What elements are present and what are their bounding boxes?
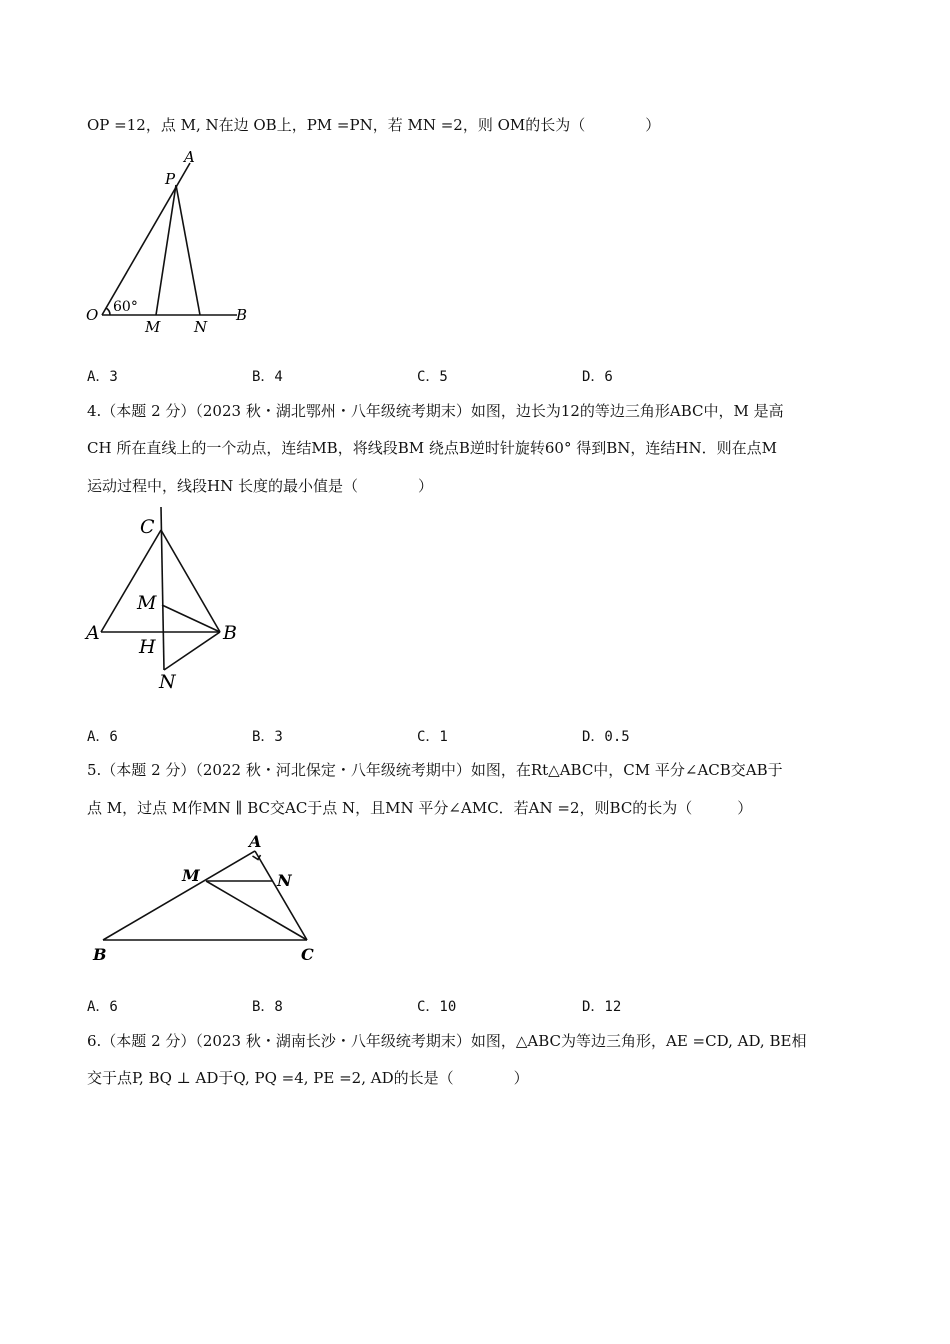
q5-side-ac — [255, 851, 307, 940]
q3-label-angle: 60° — [113, 299, 138, 315]
q5-option-d[interactable]: D．12 — [582, 999, 622, 1015]
q3-label-o: O — [86, 306, 99, 324]
q4-segment-bn — [164, 632, 220, 670]
q4-side-bc — [161, 530, 220, 632]
q5-label-c: C — [301, 945, 314, 964]
q4-figure — [80, 505, 250, 700]
q3-segment-pn — [176, 185, 200, 315]
q4-options — [87, 726, 787, 748]
q3-stem-line-1: OP =12，点 M, N在边 OB上，PM =PN，若 MN =2，则 OM的长为（ ） — [87, 116, 661, 134]
q5-option-a[interactable]: A．6 — [87, 999, 118, 1015]
q6-stem-line-1: 6.（本题 2 分）（2023 秋・湖南长沙・八年级统考期末）如图，△ABC为等边三角形，AE =CD, AD, BE相 — [87, 1032, 807, 1050]
q3-option-b[interactable]: B．4 — [252, 369, 283, 385]
q4-stem-line-1: 4.（本题 2 分）（2023 秋・湖北鄂州・八年级统考期末）如图，边长为12的等边三角形ABC中，M 是高 — [87, 402, 784, 420]
q4-option-b[interactable]: B．3 — [252, 729, 283, 745]
q3-options — [87, 366, 787, 388]
q4-label-h: H — [139, 636, 156, 658]
q4-label-a: A — [86, 622, 100, 644]
q4-stem-line-3: 运动过程中，线段HN 长度的最小值是（ ） — [87, 477, 433, 495]
q4-option-d[interactable]: D．0.5 — [582, 729, 630, 745]
q5-stem-line-1: 5.（本题 2 分）（2022 秋・河北保定・八年级统考期中）如图，在Rt△ABC中，CM 平分∠ACB交AB于 — [87, 761, 783, 779]
q3-figure — [80, 145, 270, 340]
q4-side-ac — [101, 530, 161, 632]
q4-label-b: B — [223, 622, 237, 644]
q6-stem-line-2: 交于点P, BQ ⊥ AD于Q, PQ =4, PE =2, AD的长是（ ） — [87, 1069, 529, 1087]
q4-option-c[interactable]: C．1 — [417, 729, 448, 745]
q5-stem-line-2: 点 M，过点 M作MN ∥ BC交AC于点 N，且MN 平分∠AMC．若AN =2，则BC的长为（ ） — [87, 799, 753, 817]
q5-segment-mc — [206, 881, 307, 940]
q3-label-a: A — [184, 148, 195, 166]
q5-label-a: A — [249, 832, 262, 851]
q3-angle-arc — [106, 308, 110, 315]
q5-options — [87, 996, 787, 1018]
q4-stem-line-2: CH 所在直线上的一个动点，连结MB，将线段BM 绕点B逆时针旋转60° 得到BN，连结HN．则在点M — [87, 439, 777, 457]
q3-label-p: P — [165, 170, 176, 188]
q3-option-d[interactable]: D．6 — [582, 369, 613, 385]
q5-label-m: M — [182, 866, 200, 885]
q5-option-b[interactable]: B．8 — [252, 999, 283, 1015]
q3-option-a[interactable]: A．3 — [87, 369, 118, 385]
q4-label-n: N — [159, 671, 176, 693]
q3-label-b: B — [236, 306, 248, 324]
q4-label-c: C — [140, 516, 155, 538]
q3-option-c[interactable]: C．5 — [417, 369, 448, 385]
q3-label-m: M — [145, 318, 161, 336]
q4-label-m: M — [137, 592, 157, 614]
q5-figure — [85, 828, 330, 968]
q4-option-a[interactable]: A．6 — [87, 729, 118, 745]
q5-option-c[interactable]: C．10 — [417, 999, 457, 1015]
q5-label-b: B — [93, 945, 107, 964]
q3-label-n: N — [194, 318, 208, 336]
q5-label-n: N — [277, 871, 292, 890]
